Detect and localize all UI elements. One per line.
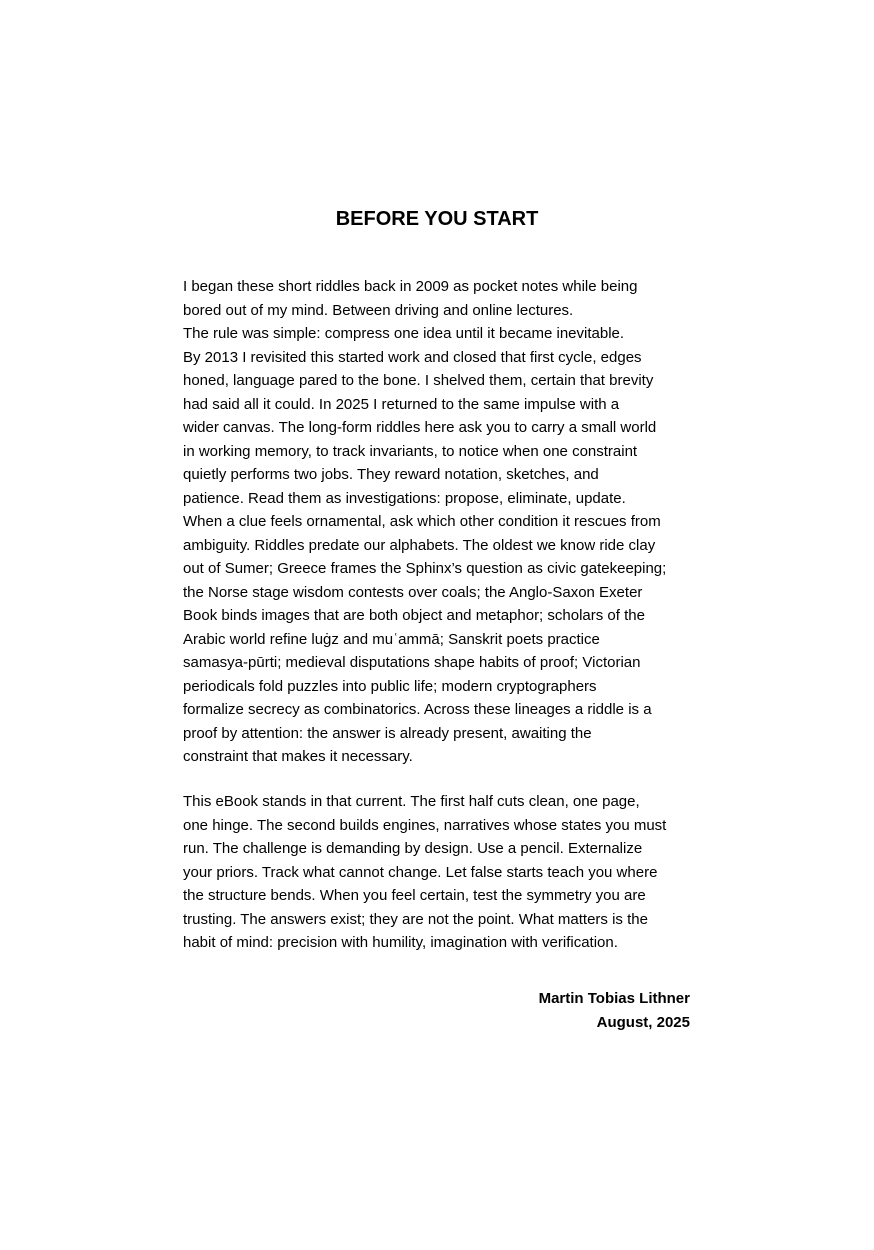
text-line: constraint that makes it necessary. [183,748,413,765]
text-line: wider canvas. The long-form riddles here ask you to carry a small world [183,419,657,436]
intro-paragraph [183,275,693,769]
text-line: had said all it could. In 2025 I returned to the same impulse with a [183,395,620,413]
text-line: honed, language pared to the bone. I shelved them, certain that brevity [183,372,654,389]
text-line: your priors. Track what cannot change. Let false starts teach you where [183,863,658,881]
text-line: habit of mind: precision with humility, imagination with verification. [183,934,618,951]
text-line: proof by attention: the answer is already present, awaiting the [183,724,592,742]
text-line: bored out of my mind. Between driving and online lectures. [183,301,574,319]
signature-block [183,987,690,1035]
text-line: I began these short riddles back in 2009 as pocket notes while being [183,278,638,295]
author-name: Martin Tobias Lithner [538,990,690,1007]
text-line: the structure bends. When you feel certain, test the symmetry you are [183,887,646,904]
text-line: one hinge. The second builds engines, narratives whose states you must [183,816,667,834]
text-line: the Norse stage wisdom contests over coals; the Anglo-Saxon Exeter [183,583,643,601]
text-line: Book binds images that are both object and metaphor; scholars of the [183,607,645,624]
text-line: This eBook stands in that current. The first half cuts clean, one page, [183,793,640,810]
text-line: run. The challenge is demanding by design. Use a pencil. Externalize [183,840,643,857]
text-line: trusting. The answers exist; they are not the point. What matters is the [183,910,648,928]
text-line: formalize secrecy as combinatorics. Across these lineages a riddle is a [183,701,652,718]
text-line: patience. Read them as investigations: propose, eliminate, update. [183,489,626,507]
text-line: ambiguity. Riddles predate our alphabets. The oldest we know ride clay [183,536,656,554]
text-line: By 2013 I revisited this started work and closed that first cycle, edges [183,348,642,366]
text-line: out of Sumer; Greece frames the Sphinx’s question as civic gatekeeping; [183,560,667,577]
text-line: When a clue feels ornamental, ask which other condition it rescues from [183,513,661,530]
text-line: in working memory, to track invariants, to notice when one constraint [183,442,638,460]
page-title: BEFORE YOU START [335,208,539,230]
ebook-paragraph [183,790,693,955]
text-line: samasya-pūrti; medieval disputations shape habits of proof; Victorian [183,654,641,671]
signature-date: August, 2025 [596,1014,690,1031]
text-line: Arabic world refine luġz and muʿammā; Sanskrit poets practice [183,630,600,648]
text-line: quietly performs two jobs. They reward notation, sketches, and [183,466,599,483]
text-line: periodicals fold puzzles into public life; modern cryptographers [183,677,597,695]
text-line: The rule was simple: compress one idea until it became inevitable. [183,325,625,342]
